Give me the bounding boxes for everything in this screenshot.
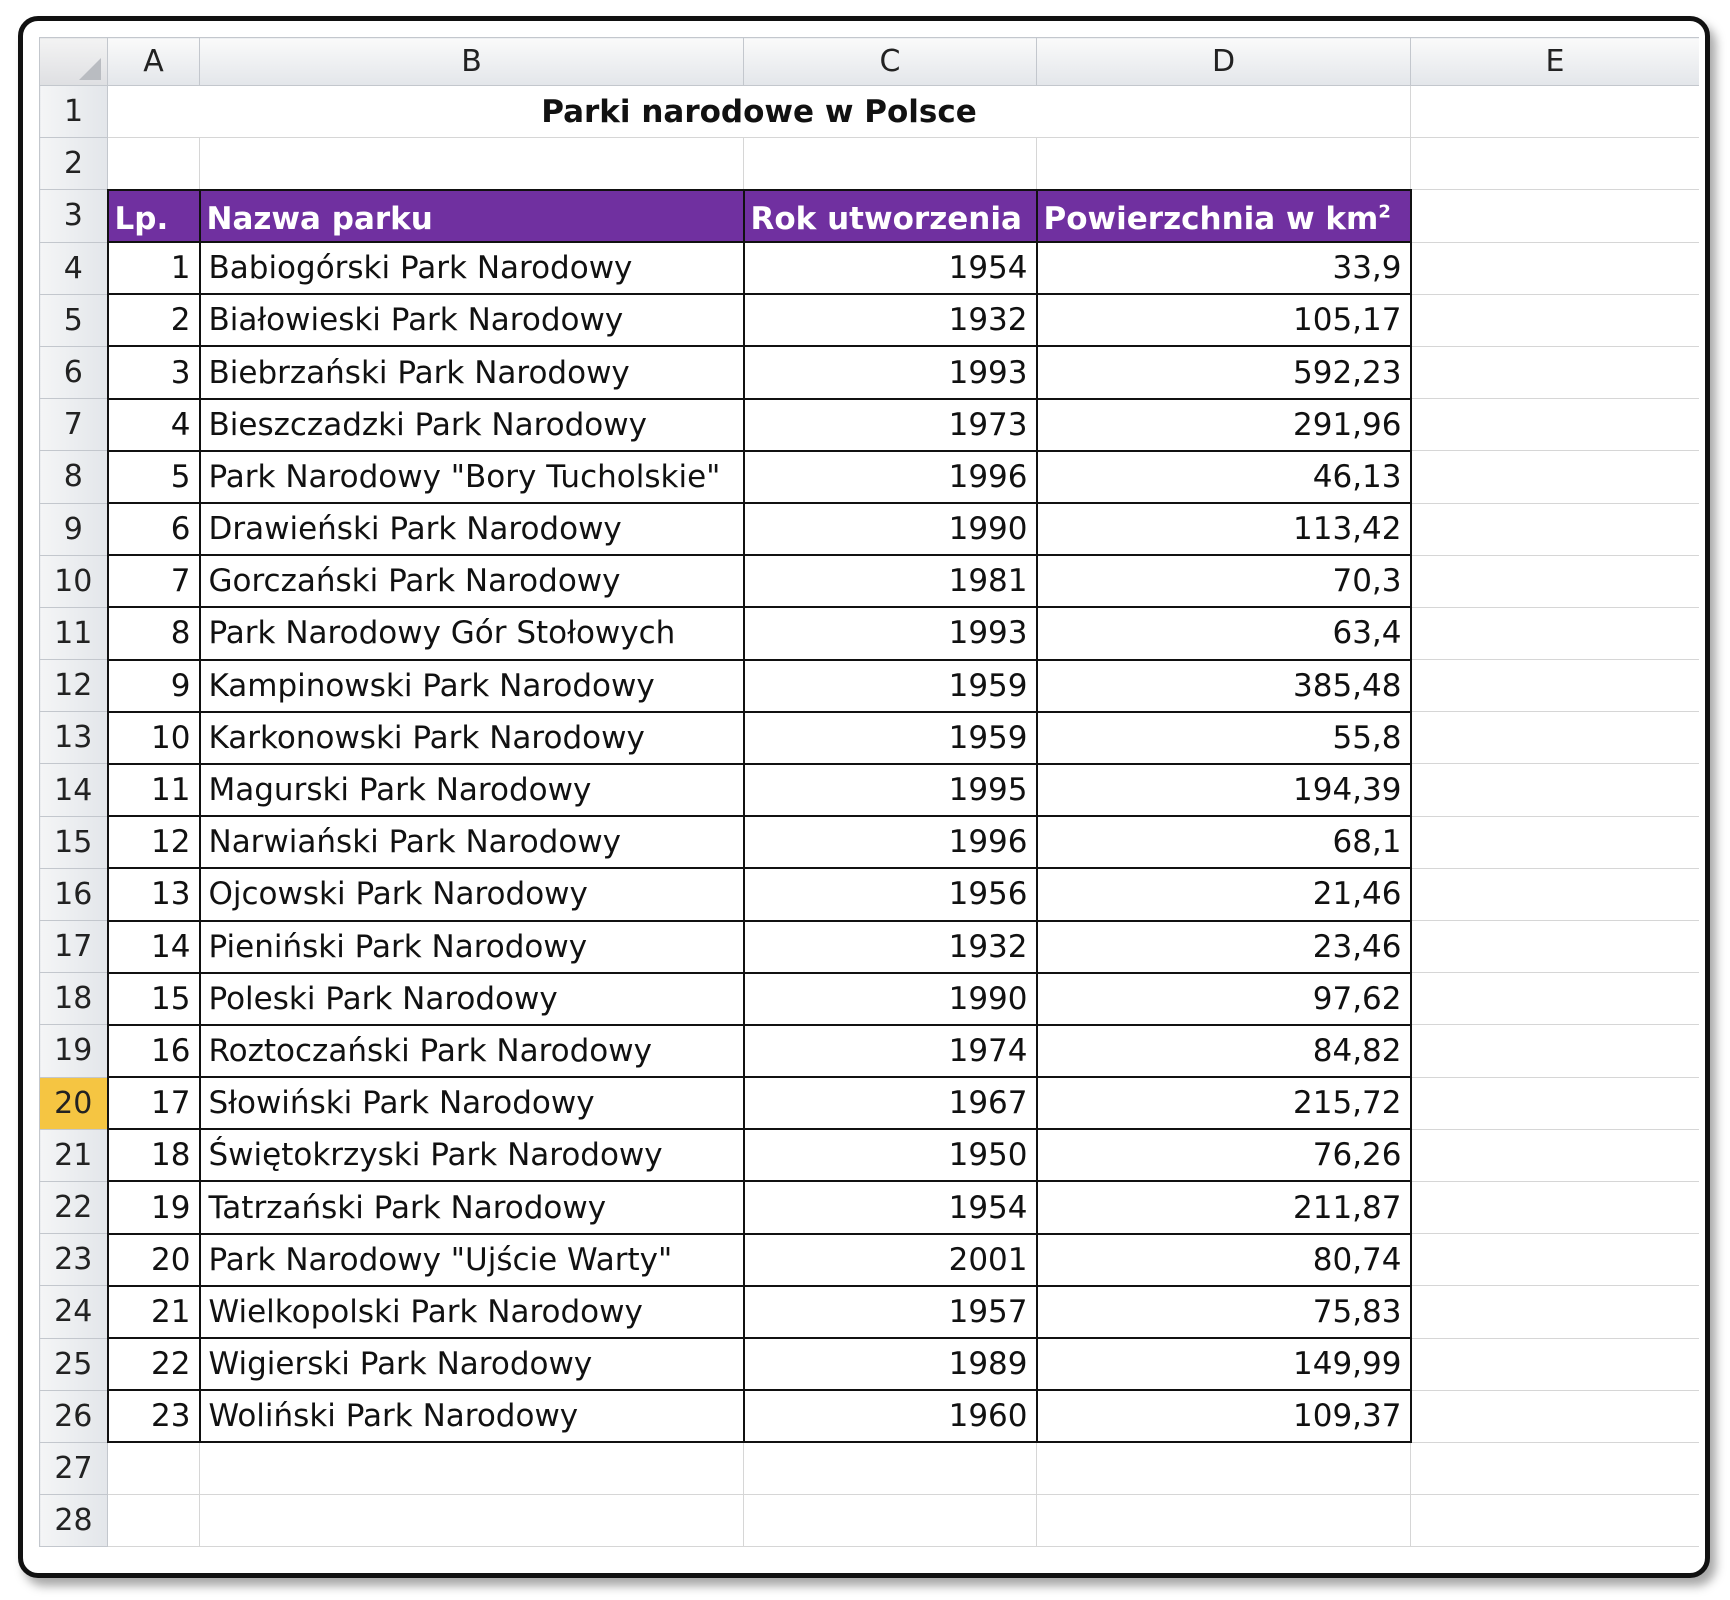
header-area-superscript: 2 <box>1378 201 1391 223</box>
cell-park-name[interactable]: Tatrzański Park Narodowy <box>200 1181 744 1233</box>
cell-lp[interactable]: 13 <box>108 868 200 920</box>
header-year[interactable]: Rok utworzenia <box>744 190 1037 242</box>
data-rows <box>40 242 1700 1442</box>
cell[interactable] <box>1411 1495 1700 1547</box>
table-row <box>40 712 1700 764</box>
cell-year[interactable]: 1932 <box>744 294 1037 346</box>
table-row <box>40 1338 1700 1390</box>
column-header-c[interactable]: C <box>744 38 1037 86</box>
cell-park-name[interactable]: Bieszczadzki Park Narodowy <box>200 399 744 451</box>
cell-lp[interactable]: 18 <box>108 1129 200 1181</box>
cell-lp[interactable]: 1 <box>108 242 200 294</box>
cell[interactable] <box>1411 86 1700 138</box>
table-row <box>40 399 1700 451</box>
cell-year[interactable]: 1960 <box>744 1390 1037 1442</box>
table-row <box>40 816 1700 868</box>
row-header[interactable]: 15 <box>40 816 108 868</box>
cell-area[interactable]: 76,26 <box>1037 1129 1411 1181</box>
cell-area[interactable]: 105,17 <box>1037 294 1411 346</box>
spreadsheet-grid[interactable] <box>39 37 1699 1565</box>
cell-park-name[interactable]: Gorczański Park Narodowy <box>200 555 744 607</box>
cell[interactable] <box>1411 1390 1700 1442</box>
row-header[interactable]: 3 <box>40 190 108 242</box>
cell[interactable] <box>1411 868 1700 920</box>
column-header-e[interactable]: E <box>1411 38 1700 86</box>
row-header[interactable]: 1 <box>40 86 108 138</box>
cell-lp[interactable]: 10 <box>108 712 200 764</box>
column-header-row <box>40 38 1700 86</box>
cell-area[interactable]: 68,1 <box>1037 816 1411 868</box>
cell-year[interactable]: 1995 <box>744 764 1037 816</box>
row-header[interactable]: 19 <box>40 1025 108 1077</box>
row-header[interactable]: 27 <box>40 1442 108 1494</box>
cell-lp[interactable]: 7 <box>108 555 200 607</box>
cell[interactable] <box>200 1495 744 1547</box>
cell-area[interactable]: 113,42 <box>1037 503 1411 555</box>
cell-lp[interactable]: 19 <box>108 1181 200 1233</box>
cell[interactable] <box>200 1442 744 1494</box>
row-header[interactable]: 9 <box>40 503 108 555</box>
cell-park-name[interactable]: Wigierski Park Narodowy <box>200 1338 744 1390</box>
cell-year[interactable]: 1974 <box>744 1025 1037 1077</box>
cell-area[interactable]: 63,4 <box>1037 607 1411 659</box>
table-header-row <box>40 190 1700 242</box>
cell-park-name[interactable]: Babiogórski Park Narodowy <box>200 242 744 294</box>
header-area[interactable] <box>1037 190 1411 242</box>
table-row <box>40 451 1700 503</box>
cell-year[interactable]: 1954 <box>744 1181 1037 1233</box>
cell-area[interactable]: 33,9 <box>1037 242 1411 294</box>
cell-lp[interactable]: 20 <box>108 1234 200 1286</box>
sheet-row-2 <box>40 138 1700 190</box>
cell-area[interactable]: 211,87 <box>1037 1181 1411 1233</box>
table-row <box>40 1077 1700 1129</box>
table-row <box>40 346 1700 398</box>
cell-area[interactable]: 97,62 <box>1037 973 1411 1025</box>
cell-park-name[interactable]: Białowieski Park Narodowy <box>200 294 744 346</box>
cell[interactable] <box>1411 973 1700 1025</box>
cell[interactable] <box>1411 399 1700 451</box>
cell[interactable] <box>1411 816 1700 868</box>
cell-park-name[interactable]: Woliński Park Narodowy <box>200 1390 744 1442</box>
row-header[interactable]: 13 <box>40 712 108 764</box>
cell-lp[interactable]: 14 <box>108 921 200 973</box>
sheet-row-27 <box>40 1442 1700 1494</box>
cell-year[interactable]: 1981 <box>744 555 1037 607</box>
cell-area[interactable]: 215,72 <box>1037 1077 1411 1129</box>
cell-park-name[interactable]: Roztoczański Park Narodowy <box>200 1025 744 1077</box>
cell-lp[interactable]: 23 <box>108 1390 200 1442</box>
cell[interactable] <box>1411 1286 1700 1338</box>
cell-year[interactable]: 1990 <box>744 973 1037 1025</box>
sheet-row-1 <box>40 86 1700 138</box>
row-header[interactable]: 10 <box>40 555 108 607</box>
cell[interactable] <box>1411 1442 1700 1494</box>
table-row <box>40 921 1700 973</box>
cell[interactable] <box>1411 138 1700 190</box>
cell-area[interactable]: 385,48 <box>1037 660 1411 712</box>
cell-lp[interactable]: 4 <box>108 399 200 451</box>
select-all-corner[interactable] <box>40 38 108 86</box>
row-header[interactable]: 28 <box>40 1495 108 1547</box>
row-header[interactable]: 16 <box>40 868 108 920</box>
cell-year[interactable]: 1967 <box>744 1077 1037 1129</box>
header-lp[interactable]: Lp. <box>108 190 200 242</box>
cell[interactable] <box>108 1442 200 1494</box>
cell[interactable] <box>1411 503 1700 555</box>
cell[interactable] <box>1411 764 1700 816</box>
row-header[interactable]: 8 <box>40 451 108 503</box>
cell-year[interactable]: 1973 <box>744 399 1037 451</box>
row-header[interactable]: 22 <box>40 1181 108 1233</box>
cell[interactable] <box>1411 1129 1700 1181</box>
cell-park-name[interactable]: Park Narodowy "Ujście Warty" <box>200 1234 744 1286</box>
cell-year[interactable]: 1959 <box>744 712 1037 764</box>
cell-park-name[interactable]: Ojcowski Park Narodowy <box>200 868 744 920</box>
cell-park-name[interactable]: Wielkopolski Park Narodowy <box>200 1286 744 1338</box>
table-row <box>40 973 1700 1025</box>
cell[interactable] <box>200 138 744 190</box>
cell-year[interactable]: 1990 <box>744 503 1037 555</box>
table-row <box>40 660 1700 712</box>
cell[interactable] <box>1411 294 1700 346</box>
cell[interactable] <box>1411 190 1700 242</box>
header-name[interactable]: Nazwa parku <box>200 190 744 242</box>
column-header-b[interactable]: B <box>200 38 744 86</box>
cell-area[interactable]: 23,46 <box>1037 921 1411 973</box>
cell-park-name[interactable]: Magurski Park Narodowy <box>200 764 744 816</box>
trailing-rows <box>40 1442 1700 1546</box>
row-header[interactable]: 2 <box>40 138 108 190</box>
table-row <box>40 1286 1700 1338</box>
cell[interactable] <box>108 138 200 190</box>
cell[interactable] <box>1411 1181 1700 1233</box>
row-header[interactable]: 17 <box>40 921 108 973</box>
table-row <box>40 1390 1700 1442</box>
cell-lp[interactable]: 5 <box>108 451 200 503</box>
row-header[interactable]: 20 <box>40 1077 108 1129</box>
row-header[interactable]: 18 <box>40 973 108 1025</box>
cell-area[interactable]: 21,46 <box>1037 868 1411 920</box>
cell-park-name[interactable]: Park Narodowy Gór Stołowych <box>200 607 744 659</box>
cell[interactable] <box>1411 1234 1700 1286</box>
cell[interactable] <box>1411 1025 1700 1077</box>
cell-park-name[interactable]: Pieniński Park Narodowy <box>200 921 744 973</box>
screenshot-frame <box>18 16 1710 1578</box>
row-header[interactable]: 12 <box>40 660 108 712</box>
row-header[interactable]: 25 <box>40 1338 108 1390</box>
row-header[interactable]: 4 <box>40 242 108 294</box>
table-row <box>40 242 1700 294</box>
row-header[interactable]: 11 <box>40 607 108 659</box>
worksheet-body <box>40 86 1700 243</box>
cell-area[interactable]: 46,13 <box>1037 451 1411 503</box>
cell-lp[interactable]: 6 <box>108 503 200 555</box>
cell-year[interactable]: 1989 <box>744 1338 1037 1390</box>
cell-park-name[interactable]: Park Narodowy "Bory Tucholskie" <box>200 451 744 503</box>
cell[interactable] <box>108 1495 200 1547</box>
cell-lp[interactable]: 2 <box>108 294 200 346</box>
cell-year[interactable]: 2001 <box>744 1234 1037 1286</box>
table-row <box>40 607 1700 659</box>
cell-lp[interactable]: 3 <box>108 346 200 398</box>
cell-year[interactable]: 1956 <box>744 868 1037 920</box>
row-header[interactable]: 24 <box>40 1286 108 1338</box>
cell-lp[interactable]: 15 <box>108 973 200 1025</box>
cell-area[interactable]: 70,3 <box>1037 555 1411 607</box>
cell-area[interactable]: 80,74 <box>1037 1234 1411 1286</box>
cell-lp[interactable]: 8 <box>108 607 200 659</box>
cell-area[interactable]: 55,8 <box>1037 712 1411 764</box>
column-header-d[interactable]: D <box>1037 38 1411 86</box>
cell-year[interactable]: 1959 <box>744 660 1037 712</box>
cell-year[interactable]: 1993 <box>744 607 1037 659</box>
cell-lp[interactable]: 11 <box>108 764 200 816</box>
cell-year[interactable]: 1996 <box>744 451 1037 503</box>
cell[interactable] <box>1411 921 1700 973</box>
cell-lp[interactable]: 12 <box>108 816 200 868</box>
cell-park-name[interactable]: Drawieński Park Narodowy <box>200 503 744 555</box>
cell-year[interactable]: 1950 <box>744 1129 1037 1181</box>
cell[interactable] <box>1411 1077 1700 1129</box>
worksheet-table <box>39 37 1699 1547</box>
cell-park-name[interactable]: Biebrzański Park Narodowy <box>200 346 744 398</box>
header-area-label: Powierzchnia w km <box>1043 200 1379 237</box>
cell[interactable] <box>1411 242 1700 294</box>
column-header-a[interactable]: A <box>108 38 200 86</box>
cell[interactable] <box>1411 607 1700 659</box>
cell-year[interactable]: 1993 <box>744 346 1037 398</box>
cell[interactable] <box>744 138 1037 190</box>
cell[interactable] <box>744 1442 1037 1494</box>
cell-park-name[interactable]: Słowiński Park Narodowy <box>200 1077 744 1129</box>
sheet-row-28 <box>40 1495 1700 1547</box>
cell-park-name[interactable]: Karkonowski Park Narodowy <box>200 712 744 764</box>
cell[interactable] <box>1037 1442 1411 1494</box>
cell-area[interactable]: 291,96 <box>1037 399 1411 451</box>
row-header[interactable]: 21 <box>40 1129 108 1181</box>
cell-park-name[interactable]: Kampinowski Park Narodowy <box>200 660 744 712</box>
row-header[interactable]: 6 <box>40 346 108 398</box>
cell-area[interactable]: 109,37 <box>1037 1390 1411 1442</box>
cell[interactable] <box>1411 660 1700 712</box>
cell[interactable] <box>1411 555 1700 607</box>
select-all-triangle-icon <box>79 58 101 80</box>
row-header[interactable]: 7 <box>40 399 108 451</box>
table-row <box>40 1025 1700 1077</box>
cell-area[interactable]: 75,83 <box>1037 1286 1411 1338</box>
cell-lp[interactable]: 17 <box>108 1077 200 1129</box>
row-header[interactable]: 23 <box>40 1234 108 1286</box>
row-header[interactable]: 26 <box>40 1390 108 1442</box>
cell-area[interactable]: 194,39 <box>1037 764 1411 816</box>
cell[interactable] <box>1411 451 1700 503</box>
cell-year[interactable]: 1954 <box>744 242 1037 294</box>
cell[interactable] <box>1411 712 1700 764</box>
cell[interactable] <box>1037 138 1411 190</box>
cell-area[interactable]: 84,82 <box>1037 1025 1411 1077</box>
cell-year[interactable]: 1996 <box>744 816 1037 868</box>
table-row <box>40 868 1700 920</box>
table-row <box>40 555 1700 607</box>
table-row <box>40 1234 1700 1286</box>
cell[interactable] <box>744 1495 1037 1547</box>
cell-year[interactable]: 1957 <box>744 1286 1037 1338</box>
cell-lp[interactable]: 22 <box>108 1338 200 1390</box>
cell-area[interactable]: 149,99 <box>1037 1338 1411 1390</box>
cell[interactable] <box>1411 1338 1700 1390</box>
cell-lp[interactable]: 16 <box>108 1025 200 1077</box>
table-row <box>40 294 1700 346</box>
sheet-title-cell[interactable]: Parki narodowe w Polsce <box>108 86 1411 138</box>
cell-lp[interactable]: 21 <box>108 1286 200 1338</box>
table-row <box>40 503 1700 555</box>
table-row <box>40 1129 1700 1181</box>
row-header[interactable]: 14 <box>40 764 108 816</box>
cell-park-name[interactable]: Świętokrzyski Park Narodowy <box>200 1129 744 1181</box>
cell-park-name[interactable]: Poleski Park Narodowy <box>200 973 744 1025</box>
row-header[interactable]: 5 <box>40 294 108 346</box>
cell-area[interactable]: 592,23 <box>1037 346 1411 398</box>
table-row <box>40 1181 1700 1233</box>
cell-park-name[interactable]: Narwiański Park Narodowy <box>200 816 744 868</box>
table-row <box>40 764 1700 816</box>
cell-year[interactable]: 1932 <box>744 921 1037 973</box>
cell[interactable] <box>1411 346 1700 398</box>
cell-lp[interactable]: 9 <box>108 660 200 712</box>
cell[interactable] <box>1037 1495 1411 1547</box>
